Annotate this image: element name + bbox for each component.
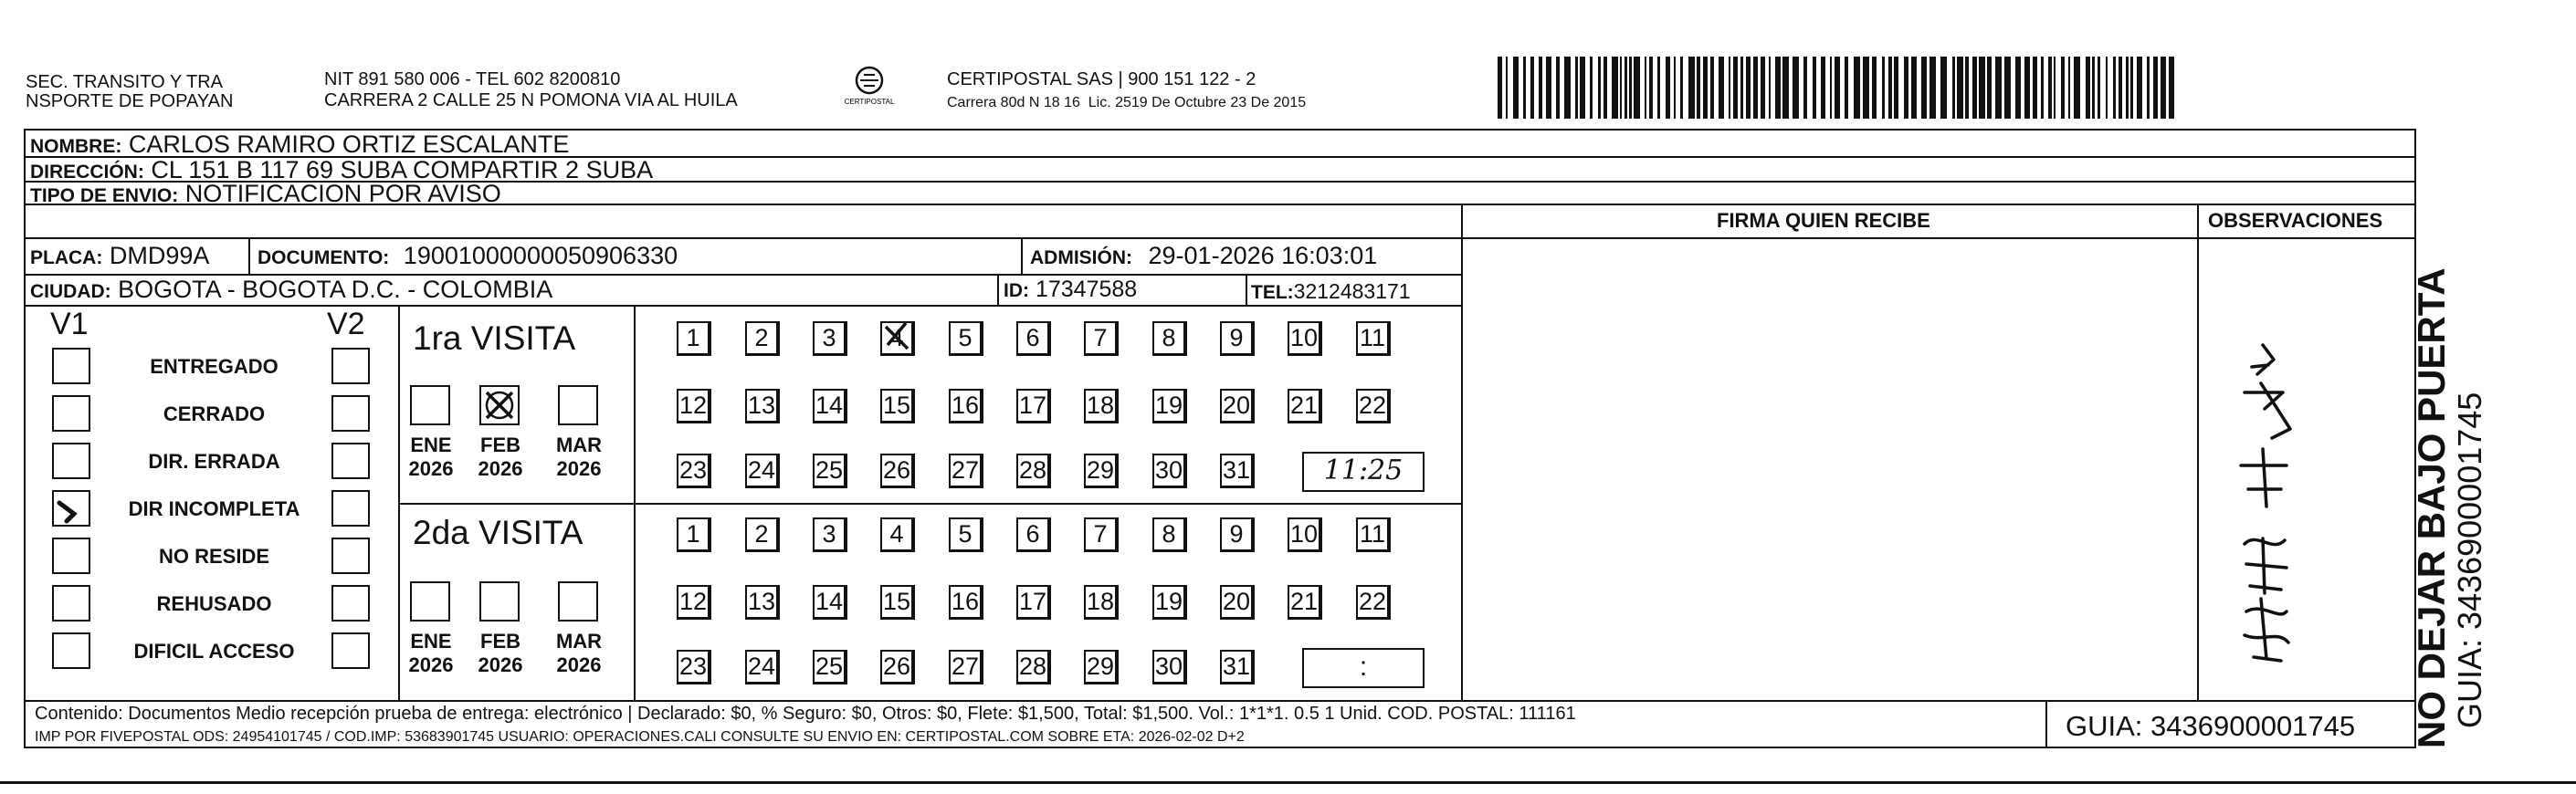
visit-1-day-3[interactable] (813, 321, 847, 356)
v2-checkbox-1[interactable] (331, 348, 370, 384)
day-number: 4 (889, 520, 904, 548)
v2-checkbox-2[interactable] (331, 395, 370, 432)
id-label: ID: (1004, 280, 1029, 301)
cross-mark-icon (481, 387, 518, 423)
visit-2-month-box-ene[interactable] (410, 581, 450, 622)
day-number: 10 (1289, 520, 1319, 548)
visit-1-month-label-ene: ENE 2026 (408, 434, 454, 480)
status-label-6: REHUSADO (156, 592, 272, 615)
day-number: 11 (1359, 324, 1386, 351)
day-number: 17 (1018, 588, 1047, 615)
visit-2-day-1[interactable] (677, 517, 711, 552)
status-label-2: CERRADO (163, 402, 266, 425)
visit-1-day-18[interactable] (1084, 389, 1119, 423)
day-number: 28 (1018, 653, 1047, 680)
visit-1-month-box-feb[interactable] (479, 385, 520, 425)
id-cell (1004, 276, 1137, 305)
visit-1-day-9[interactable] (1220, 321, 1255, 356)
id-value: 17347588 (1035, 277, 1138, 302)
visit-2-day-26[interactable] (880, 650, 915, 684)
visit-1-day-6[interactable] (1016, 321, 1051, 356)
day-number: 30 (1154, 653, 1183, 680)
day-number: 25 (815, 653, 844, 680)
v2-checkbox-6[interactable] (331, 585, 370, 622)
tel-value: 3212483171 (1293, 279, 1411, 303)
v2-checkbox-3[interactable] (331, 443, 370, 479)
v1-checkbox-2[interactable] (52, 395, 90, 432)
v1-checkbox-1[interactable] (52, 348, 90, 384)
day-number: 29 (1086, 653, 1115, 680)
svg-text:CERTIPOSTAL: CERTIPOSTAL (844, 98, 895, 106)
day-number: 30 (1154, 456, 1183, 484)
day-number: 29 (1086, 456, 1115, 484)
visit-2-day-12[interactable] (677, 585, 711, 620)
check-mark-icon (54, 492, 89, 525)
visit-1-day-26[interactable] (880, 454, 915, 488)
ciudad-label: CIUDAD: (30, 281, 111, 302)
day-number: 13 (747, 392, 776, 419)
sender-address: CARRERA 2 CALLE 25 N POMONA VIA AL HUILA (324, 90, 738, 110)
day-number: 17 (1018, 392, 1047, 419)
day-number: 4 (889, 324, 904, 351)
visit-1-day-31[interactable] (1220, 454, 1255, 488)
visit-2-day-11[interactable] (1356, 517, 1391, 552)
visit-1-day-21[interactable] (1288, 389, 1322, 423)
status-label-7: DIFICIL ACCESO (133, 640, 295, 663)
v1-checkbox-5[interactable] (52, 538, 90, 574)
day-number: 6 (1025, 520, 1040, 548)
day-number: 6 (1025, 324, 1040, 351)
visit-2-month-label-mar: MAR 2026 (555, 630, 603, 676)
day-number: 1 (686, 324, 700, 351)
day-number: 14 (815, 588, 844, 615)
day-number: 1 (686, 520, 700, 548)
visit-1-day-19[interactable] (1152, 389, 1187, 423)
day-number: 16 (951, 588, 980, 615)
day-number: 23 (678, 456, 708, 484)
sender-line-2: NSPORTE DE POPAYAN (26, 91, 234, 111)
visit-1-month-box-ene[interactable] (410, 385, 450, 425)
visit-1-month-box-mar[interactable] (558, 385, 598, 425)
admision-value: 29-01-2026 16:03:01 (1148, 242, 1378, 269)
visit-2-day-10[interactable] (1288, 517, 1322, 552)
visit-2-day-13[interactable] (745, 585, 780, 620)
day-number: 20 (1222, 392, 1251, 419)
v2-checkbox-5[interactable] (331, 538, 370, 574)
visit-2-month-label-feb: FEB 2026 (478, 630, 523, 676)
visit-1-month-label-mar: MAR 2026 (555, 434, 603, 480)
visit-1-day-15[interactable] (880, 389, 915, 423)
day-number: 12 (678, 392, 708, 419)
day-number: 16 (951, 392, 980, 419)
status-label-5: NO RESIDE (158, 545, 270, 568)
day-number: 21 (1289, 588, 1319, 615)
courier-line-1: CERTIPOSTAL SAS | 900 151 122 - 2 (947, 69, 1256, 89)
visit-2-day-27[interactable] (949, 650, 983, 684)
tipo-envio-row (30, 180, 501, 210)
day-number: 18 (1086, 588, 1115, 615)
status-label-3: DIR. ERRADA (148, 450, 280, 473)
v2-checkbox-7[interactable] (331, 632, 370, 669)
visit-2-day-23[interactable] (677, 650, 711, 684)
day-number: 18 (1086, 392, 1115, 419)
day-number: 20 (1222, 588, 1251, 615)
admision-label: ADMISIÓN: (1030, 247, 1132, 268)
visit-1-day-28[interactable] (1016, 454, 1051, 488)
v1-checkbox-3[interactable] (52, 443, 90, 479)
visit-2-day-14[interactable] (813, 585, 847, 620)
visit-1-time-box[interactable]: 11:25 (1302, 452, 1425, 492)
visit-1-day-17[interactable] (1016, 389, 1051, 423)
day-number: 5 (958, 520, 973, 548)
visit-1-day-24[interactable] (745, 454, 780, 488)
tel-cell (1251, 277, 1411, 307)
day-number: 3 (822, 520, 836, 548)
direccion-label: DIRECCIÓN: (30, 162, 144, 183)
v1-checkbox-4[interactable] (52, 490, 90, 527)
visit-2-day-30[interactable] (1152, 650, 1187, 684)
visit-1-day-1[interactable] (677, 321, 711, 356)
firma-header: FIRMA QUIEN RECIBE (1717, 209, 1930, 232)
ciudad-cell (30, 276, 552, 306)
visit-2-day-29[interactable] (1084, 650, 1119, 684)
visit-1-day-30[interactable] (1152, 454, 1187, 488)
visit-2-day-9[interactable] (1220, 517, 1255, 552)
visit-1-day-23[interactable] (677, 454, 711, 488)
placa-label: PLACA: (30, 247, 103, 268)
visit-2-day-17[interactable] (1016, 585, 1051, 620)
day-number: 8 (1162, 520, 1176, 548)
day-number: 12 (678, 588, 708, 615)
documento-cell (258, 242, 678, 272)
visit-2-time-box[interactable]: : (1302, 648, 1425, 688)
v1-header: V1 (50, 307, 89, 341)
visit-2-title: 2da VISITA (413, 514, 584, 551)
admision-cell (1030, 242, 1377, 272)
visit-1-day-16[interactable] (949, 389, 983, 423)
handwriting-text (0, 0, 1, 1)
visit-2-day-2[interactable] (745, 517, 780, 552)
nombre-label: NOMBRE: (30, 136, 122, 157)
visit-2-month-label-ene: ENE 2026 (408, 630, 454, 676)
footer-contenido: Contenido: Documentos Medio recepción prueba de entrega: electrónico | Declarado: $0, % Seguro: $0, Otros: $0, Flete: $1,500, Total: $1,500. Vol.: 1*1*1. 0.5 1 Unid. COD. POSTAL: 111161 (35, 704, 1576, 724)
visit-1-day-22[interactable] (1356, 389, 1391, 423)
visit-2-month-box-mar[interactable] (558, 581, 598, 622)
day-number: 13 (747, 588, 776, 615)
day-number: 5 (958, 324, 973, 351)
direccion-value: CL 151 B 117 69 SUBA COMPARTIR 2 SUBA (151, 156, 654, 183)
tel-label: TEL: (1251, 282, 1294, 303)
day-number: 2 (754, 520, 769, 548)
documento-value: 19001000000050906330 (403, 242, 678, 269)
visit-1-month-label-feb: FEB 2026 (478, 434, 523, 480)
day-number: 24 (747, 456, 776, 484)
visit-2-day-28[interactable] (1016, 650, 1051, 684)
barcode (1498, 57, 2178, 119)
day-number: 11 (1359, 520, 1386, 548)
visit-2-day-3[interactable] (813, 517, 847, 552)
footer-imp: IMP POR FIVEPOSTAL ODS: 24954101745 / COD.IMP: 53683901745 USUARIO: OPERACIONES.CALI CONSULTE SU ENVIO EN: CERTIPOSTAL.COM SOBRE ETA: 2026-02-02 D+2 (35, 729, 1245, 745)
visit-2-day-22[interactable] (1356, 585, 1391, 620)
day-number: 26 (882, 456, 911, 484)
day-number: 9 (1229, 520, 1244, 548)
visit-1-day-8[interactable] (1152, 321, 1187, 356)
visit-2-day-5[interactable] (949, 517, 983, 552)
side-guia: GUIA: 3436900001745 (2451, 392, 2488, 728)
day-number: 19 (1154, 392, 1183, 419)
visit-2-day-25[interactable] (813, 650, 847, 684)
day-number: 27 (951, 653, 980, 680)
day-number: 22 (1358, 392, 1387, 419)
visit-1-day-4[interactable] (880, 321, 915, 356)
visit-1-day-12[interactable] (677, 389, 711, 423)
day-number: 24 (747, 653, 776, 680)
visit-1-day-25[interactable] (813, 454, 847, 488)
visit-2-day-4[interactable] (880, 517, 915, 552)
visit-2-month-box-feb[interactable] (479, 581, 520, 622)
day-number: 15 (882, 392, 911, 419)
visit-2-day-24[interactable] (745, 650, 780, 684)
day-number: 31 (1222, 456, 1251, 484)
status-label-4: DIR INCOMPLETA (128, 497, 300, 520)
day-number: 15 (882, 588, 911, 615)
ciudad-value: BOGOTA - BOGOTA D.C. - COLOMBIA (118, 276, 553, 303)
visit-2-day-18[interactable] (1084, 585, 1119, 620)
day-number: 27 (951, 456, 980, 484)
v1-checkbox-7[interactable] (52, 632, 90, 669)
tipo-envio-value: NOTIFICACION POR AVISO (184, 180, 501, 207)
day-number: 28 (1018, 456, 1047, 484)
placa-value: DMD99A (109, 242, 210, 269)
v1-checkbox-6[interactable] (52, 585, 90, 622)
day-number: 10 (1289, 324, 1319, 351)
visit-2-day-16[interactable] (949, 585, 983, 620)
certipostal-logo (833, 64, 906, 111)
day-number: 9 (1229, 324, 1244, 351)
visit-2-day-8[interactable] (1152, 517, 1187, 552)
v2-header: V2 (327, 307, 365, 341)
day-number: 7 (1093, 324, 1108, 351)
visit-2-day-15[interactable] (880, 585, 915, 620)
day-number: 21 (1289, 392, 1319, 419)
footer-guia: GUIA: 3436900001745 (2066, 710, 2356, 742)
day-number: 25 (815, 456, 844, 484)
visit-2-day-19[interactable] (1152, 585, 1187, 620)
visit-2-day-20[interactable] (1220, 585, 1255, 620)
handwritten-observation (2208, 329, 2308, 675)
side-warning: NO DEJAR BAJO PUERTA (2410, 267, 2453, 748)
courier-line-2: Carrera 80d N 18 16 Lic. 2519 De Octubre 23 De 2015 (947, 95, 1307, 110)
visit-2-day-31[interactable] (1220, 650, 1255, 684)
day-number: 2 (754, 324, 769, 351)
side-text (2411, 267, 2487, 748)
day-number: 8 (1162, 324, 1176, 351)
tipo-envio-label: TIPO DE ENVIO: (30, 185, 179, 206)
observaciones-header: OBSERVACIONES (2208, 209, 2383, 232)
visit-2-day-21[interactable] (1288, 585, 1322, 620)
visit-1-day-20[interactable] (1220, 389, 1255, 423)
visit-1-day-7[interactable] (1084, 321, 1119, 356)
day-number: 26 (882, 653, 911, 680)
placa-cell (30, 242, 209, 272)
visit-2-day-6[interactable] (1016, 517, 1051, 552)
visit-1-day-11[interactable] (1356, 321, 1391, 356)
v2-checkbox-4[interactable] (331, 490, 370, 527)
day-number: 3 (822, 324, 836, 351)
visit-1-day-27[interactable] (949, 454, 983, 488)
visit-1-day-29[interactable] (1084, 454, 1119, 488)
visit-1-day-2[interactable] (745, 321, 780, 356)
visit-1-day-14[interactable] (813, 389, 847, 423)
day-number: 23 (678, 653, 708, 680)
nit-line: NIT 891 580 006 - TEL 602 8200810 (324, 69, 621, 89)
day-number: 31 (1222, 653, 1251, 680)
nombre-value: CARLOS RAMIRO ORTIZ ESCALANTE (128, 131, 570, 158)
day-number: 7 (1093, 520, 1108, 548)
day-number: 19 (1154, 588, 1183, 615)
cross-mark-icon (878, 318, 915, 354)
visit-1-title: 1ra VISITA (413, 319, 576, 357)
visit-2-day-7[interactable] (1084, 517, 1119, 552)
visit-1-day-13[interactable] (745, 389, 780, 423)
visit-1-day-10[interactable] (1288, 321, 1322, 356)
visit-1-day-5[interactable] (949, 321, 983, 356)
status-label-1: ENTREGADO (150, 355, 279, 378)
documento-label: DOCUMENTO: (258, 247, 390, 268)
day-number: 14 (815, 392, 844, 419)
sender-line-1: SEC. TRANSITO Y TRA (26, 72, 223, 92)
day-number: 22 (1358, 588, 1387, 615)
